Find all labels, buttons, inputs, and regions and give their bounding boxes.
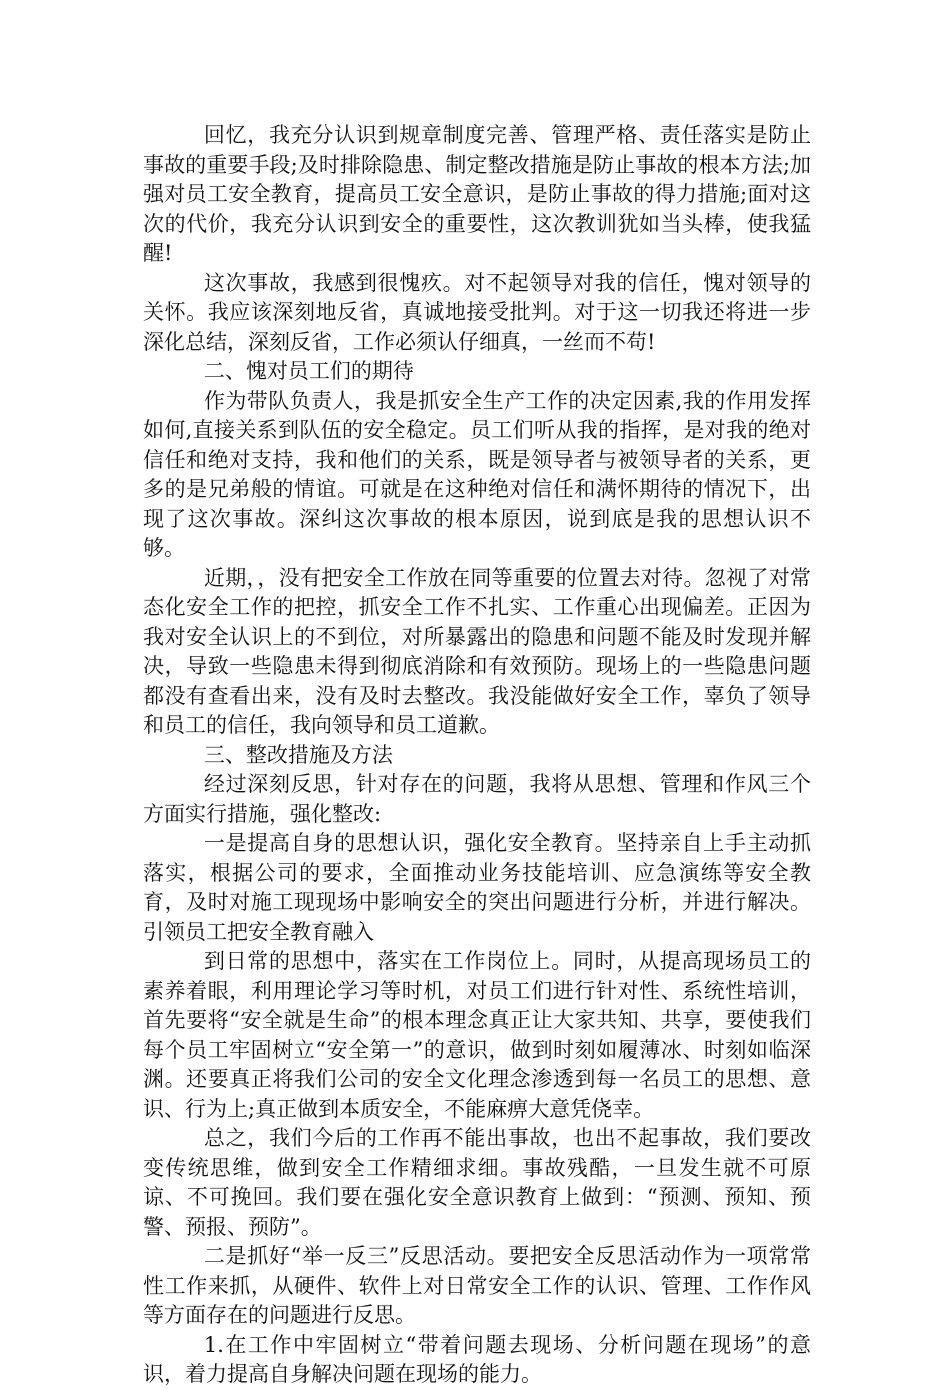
- paragraph-item-1: 1.在工作中牢固树立“带着问题去现场、分析问题在现场”的意识，着力提高自身解决问题在现场的能力。: [143, 1332, 811, 1386]
- paragraph-summary: 总之，我们今后的工作再不能出事故，也出不起事故，我们要改变传统思维，做到安全工作精细求细。事故残酷，一旦发生就不可原谅、不可挽回。我们要在强化安全意识教育上做到：“预测、预知、预警、预报、预防”。: [143, 1126, 811, 1239]
- paragraph-guilt: 这次事故，我感到很愧疚。对不起领导对我的信任，愧对领导的关怀。我应该深刻地反省，真诚地接受批判。对于这一切我还将进一步深化总结，深刻反省，工作必须认仔细真，一丝而不苟!: [143, 270, 811, 354]
- paragraph-leader-role: 作为带队负责人，我是抓安全生产工作的决定因素,我的作用发挥如何,直接关系到队伍的安全稳定。员工们听从我的指挥，是对我的绝对信任和绝对支持，我和他们的关系，既是领导者与被领导者的关系，更多的是兄弟般的情谊。可就是在这种绝对信任和满怀期待的情况下，出现了这次事故。深纠这次事故的根本原因，说到底是我的思想认识不够。: [143, 388, 811, 560]
- paragraph-reflection: 经过深刻反思，针对存在的问题，我将从思想、管理和作风三个方面实行措施，强化整改:: [143, 772, 811, 826]
- paragraph-measure-1: 一是提高自身的思想认识，强化安全教育。坚持亲自上手主动抓落实，根据公司的要求，全面推动业务技能培训、应急演练等安全教育，及时对施工现现场中影响安全的突出问题进行分析，并进行解决。引领员工把安全教育融入: [143, 831, 811, 944]
- document-body: [143, 121, 811, 1390]
- section-heading-2: 二、愧对员工们的期待: [203, 359, 414, 383]
- paragraph-recall: 回忆，我充分认识到规章制度完善、管理严格、责任落实是防止事故的重要手段;及时排除隐患、制定整改措施是防止事故的根本方法;加强对员工安全教育，提高员工安全意识，是防止事故的得力措施;面对这次的代价，我充分认识到安全的重要性，这次教训犹如当头棒，使我猛醒!: [143, 123, 811, 265]
- section-heading-3: 三、整改措施及方法: [203, 742, 393, 767]
- paragraph-recent: 近期，，没有把安全工作放在同等重要的位置去对待。忽视了对常态化安全工作的把控，抓安全工作不扎实、工作重心出现偏差。正因为我对安全认识上的不到位，对所暴露出的隐患和问题不能及时发现并解决，导致一些隐患未得到彻底消除和有效预防。现场上的一些隐患问题都没有查看出来，没有及时去整改。我没能做好安全工作，辜负了领导和员工的信任，我向领导和员工道歉。: [143, 565, 811, 737]
- paragraph-daily-thinking: 到日常的思想中，落实在工作岗位上。同时，从提高现场员工的素养着眼，利用理论学习等时机，对员工们进行针对性、系统性培训，首先要将“安全就是生命”的根本理念真正让大家共知、共享，要使我们每个员工牢固树立“安全第一”的意识，做到时刻如履薄冰、时刻如临深渊。还要真正将我们公司的安全文化理念渗透到每一名员工的思想、意识、行为上;真正做到本质安全，不能麻痹大意凭侥幸。: [143, 949, 811, 1121]
- paragraph-measure-2: 二是抓好“举一反三”反思活动。要把安全反思活动作为一项常常性工作来抓，从硬件、软件上对日常安全工作的认识、管理、工作作风等方面存在的问题进行反思。: [143, 1244, 811, 1327]
